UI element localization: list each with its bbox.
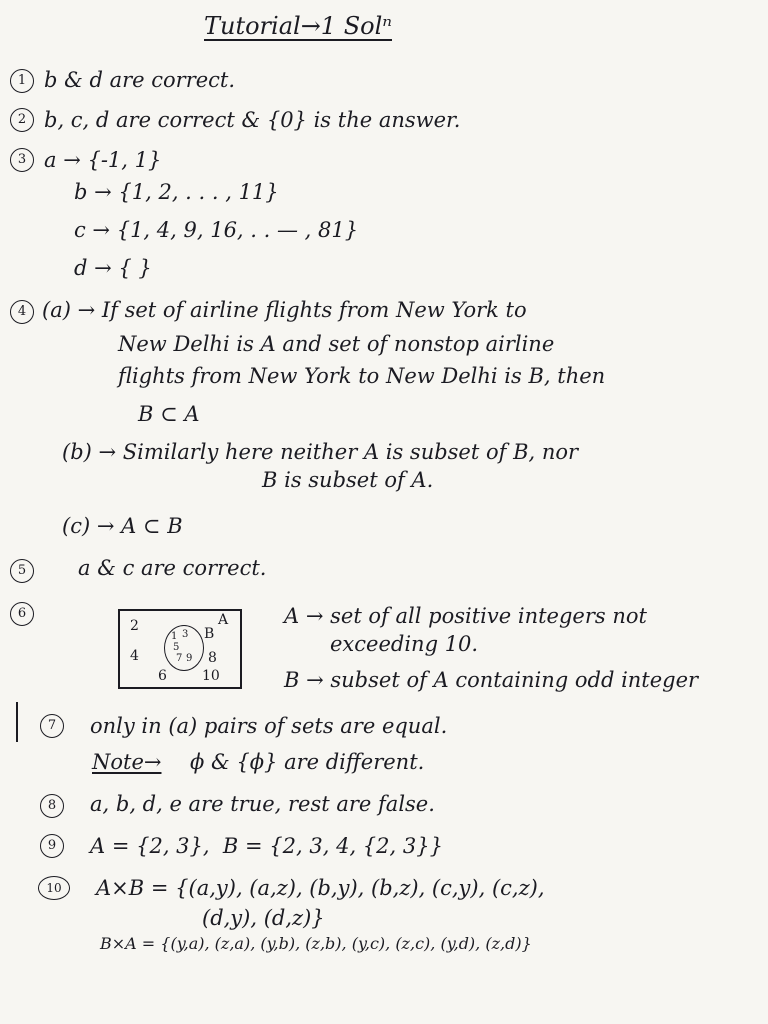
answer-4a-line3: flights from New York to New Delhi is B, then — [118, 364, 606, 388]
note-label: Note→ — [92, 750, 162, 774]
margin-mark — [16, 702, 18, 742]
question-number-2: 2 — [10, 108, 34, 132]
answer-5: a & c are correct. — [78, 556, 267, 580]
set-b-label: B — [204, 626, 215, 642]
answer-4a-line2: New Delhi is A and set of nonstop airline — [118, 332, 555, 356]
question-number-6: 6 — [10, 602, 34, 626]
element-9: 9 — [186, 653, 193, 664]
answer-8: a, b, d, e are true, rest are false. — [90, 792, 435, 816]
question-number-3: 3 — [10, 148, 34, 172]
answer-2: b, c, d are correct & {0} is the answer. — [44, 108, 461, 132]
answer-10-axb-line1: A×B = {(a,y), (a,z), (b,y), (b,z), (c,y), (c,z), — [96, 876, 545, 900]
answer-6-def-a-line2: exceeding 10. — [330, 632, 479, 656]
answer-4b-line2: B is subset of A. — [262, 468, 434, 492]
question-number-4: 4 — [10, 300, 34, 324]
venn-diagram — [118, 609, 242, 689]
answer-4b-line1: (b) → Similarly here neither A is subset of B, nor — [62, 440, 579, 464]
question-number-1: 1 — [10, 69, 34, 93]
element-6: 6 — [158, 668, 167, 684]
answer-3d: d → { } — [74, 256, 152, 280]
answer-6-def-a-line1: A → set of all positive integers not — [284, 604, 647, 628]
answer-4c: (c) → A ⊂ B — [62, 514, 183, 538]
answer-3b: b → {1, 2, . . . , 11} — [74, 180, 279, 204]
element-10: 10 — [202, 668, 220, 684]
set-a-label: A — [218, 612, 229, 628]
answer-10-bxa: B×A = {(y,a), (z,a), (y,b), (z,b), (y,c), (z,c), (y,d), (z,d)} — [100, 934, 532, 953]
note-text: ϕ & {ϕ} are different. — [190, 750, 425, 774]
question-number-7: 7 — [40, 714, 64, 738]
page-title: Tutorial→1 Solⁿ — [204, 12, 392, 40]
element-4: 4 — [130, 648, 139, 664]
answer-3a: a → {-1, 1} — [44, 148, 162, 172]
question-number-8: 8 — [40, 794, 64, 818]
element-8: 8 — [208, 650, 217, 666]
question-number-10: 10 — [38, 876, 70, 900]
element-2: 2 — [130, 618, 139, 634]
answer-7: only in (a) pairs of sets are equal. — [90, 714, 448, 738]
answer-6-def-b: B → subset of A containing odd integer — [284, 668, 699, 692]
element-1: 1 — [171, 631, 178, 642]
question-number-9: 9 — [40, 834, 64, 858]
answer-3c: c → {1, 4, 9, 16, . . — , 81} — [74, 218, 359, 242]
answer-4a-line4: B ⊂ A — [138, 402, 200, 426]
element-3: 3 — [182, 629, 189, 640]
answer-4a-line1: (a) → If set of airline flights from New York to — [42, 298, 527, 322]
question-number-5: 5 — [10, 559, 34, 583]
answer-9: A = {2, 3}, B = {2, 3, 4, {2, 3}} — [90, 834, 443, 858]
answer-1: b & d are correct. — [44, 68, 236, 92]
element-7: 7 — [176, 653, 183, 664]
element-5: 5 — [173, 642, 180, 653]
set-b-circle — [164, 625, 204, 671]
answer-10-axb-line2: (d,y), (d,z)} — [202, 906, 325, 930]
